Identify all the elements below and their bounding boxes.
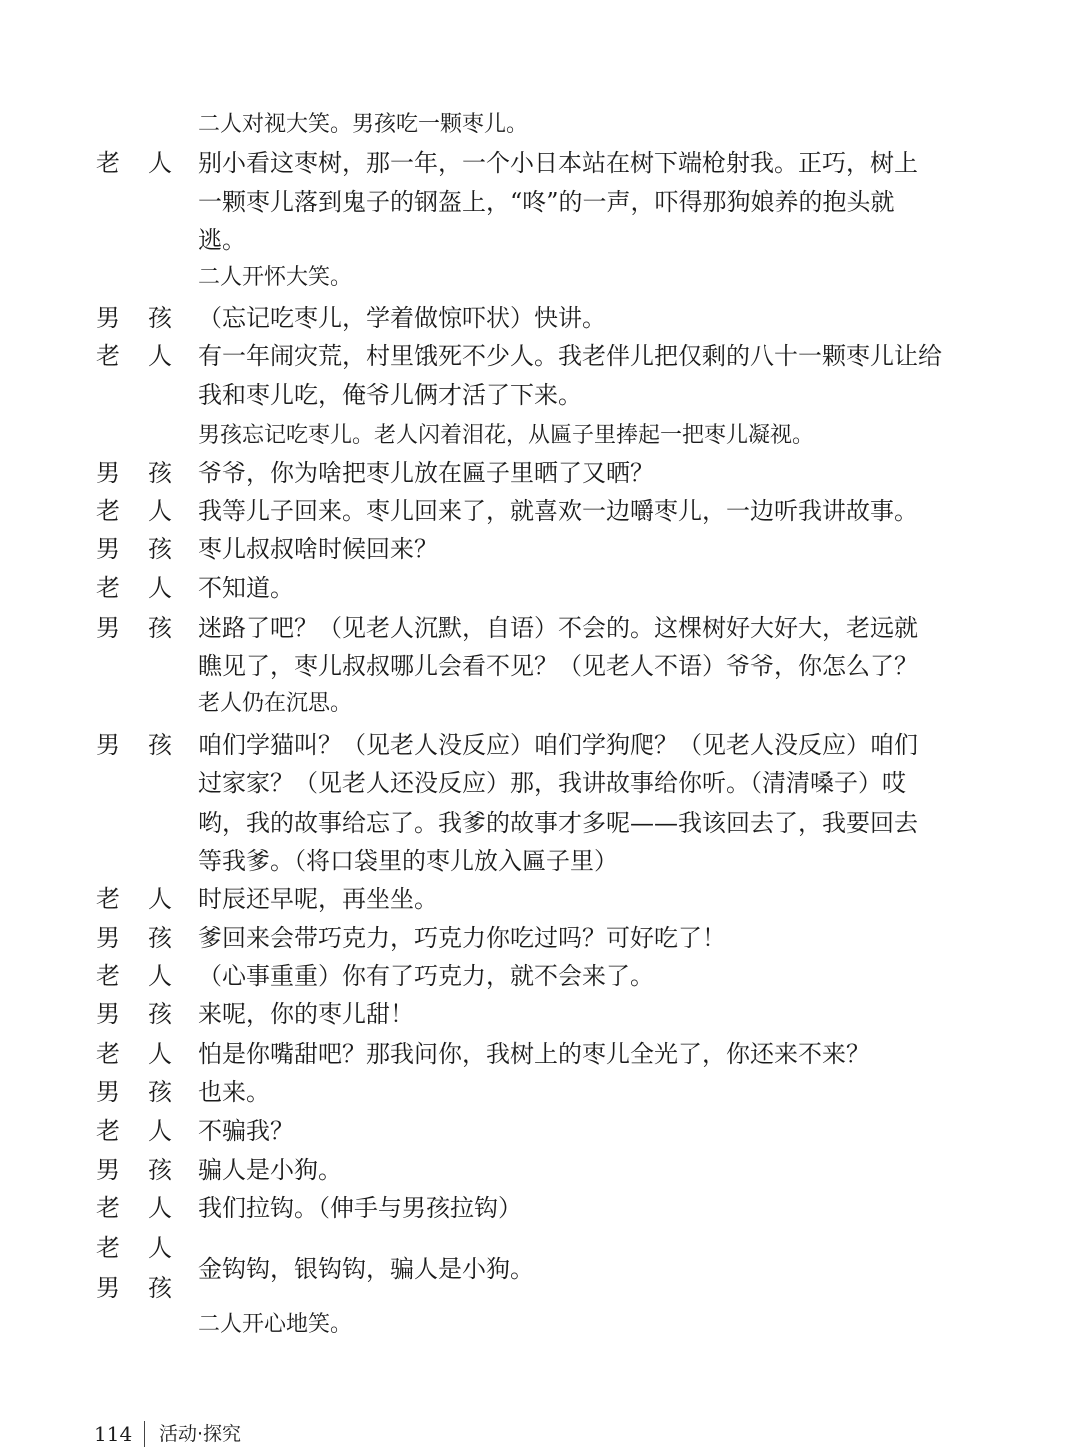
dialogue-line: 瞧见了，枣儿叔叔哪儿会看不见？（见老人不语）爷爷，你怎么了？	[198, 652, 918, 680]
dialogue-line: 一颗枣儿落到鬼子的钢盔上，“咚”的一声，吓得那狗娘养的抱头就	[198, 188, 895, 216]
speaker-char: 男	[96, 924, 120, 952]
speaker-char: 老	[96, 1117, 120, 1145]
speaker-label	[96, 145, 176, 181]
dialogue-line: 爹回来会带巧克力，巧克力你吃过吗？可好吃了！	[198, 924, 726, 952]
section-title: 活动·探究	[159, 1423, 242, 1445]
speaker-char: 男	[96, 1274, 120, 1302]
dialogue-line: 骗人是小狗。	[198, 1156, 342, 1184]
speaker-label	[96, 300, 176, 336]
dialogue-line: 不知道。	[198, 574, 294, 602]
dialogue-line: 咱们学猫叫？（见老人没反应）咱们学狗爬？（见老人没反应）咱们	[198, 731, 918, 759]
speaker-char: 男	[96, 1000, 120, 1028]
speaker-char: 孩	[148, 459, 172, 487]
dialogue-line: 迷路了吧？（见老人沉默，自语）不会的。这棵树好大好大，老远就	[198, 614, 918, 642]
page-footer	[94, 1418, 241, 1450]
speaker-char: 孩	[148, 1274, 172, 1302]
speaker-char: 男	[96, 614, 120, 642]
speaker-char: 人	[148, 342, 172, 370]
speaker-char: 人	[148, 497, 172, 525]
speaker-label	[96, 881, 176, 917]
speaker-char: 男	[96, 459, 120, 487]
speaker-char: 人	[148, 1194, 172, 1222]
dialogue-line: 我和枣儿吃，俺爷儿俩才活了下来。	[198, 381, 582, 409]
dialogue-line: 我们拉钩。（伸手与男孩拉钩）	[198, 1194, 522, 1222]
speaker-label	[96, 570, 176, 606]
speaker-char: 男	[96, 535, 120, 563]
footer-divider	[144, 1421, 145, 1447]
dialogue-line: 时辰还早呢，再坐坐。	[198, 885, 438, 913]
speaker-char: 老	[96, 885, 120, 913]
speaker-char: 老	[96, 1234, 120, 1262]
stage-direction: 二人开怀大笑。	[198, 265, 353, 290]
speaker-label	[96, 996, 176, 1032]
speaker-label	[96, 531, 176, 567]
speaker-label	[96, 455, 176, 491]
speaker-char: 孩	[148, 1156, 172, 1184]
speaker-char: 老	[96, 1194, 120, 1222]
speaker-char: 老	[96, 962, 120, 990]
speaker-char: 人	[148, 574, 172, 602]
page-number: 114	[94, 1422, 133, 1446]
speaker-char: 老	[96, 1040, 120, 1068]
speaker-char: 孩	[148, 1000, 172, 1028]
dialogue-line: 我等儿子回来。枣儿回来了，就喜欢一边嚼枣儿，一边听我讲故事。	[198, 497, 918, 525]
speaker-label	[96, 1113, 176, 1149]
speaker-char: 人	[148, 885, 172, 913]
speaker-char: 孩	[148, 304, 172, 332]
speaker-char: 男	[96, 304, 120, 332]
dialogue-line: 等我爹。（将口袋里的枣儿放入匾子里）	[198, 847, 618, 875]
speaker-char: 孩	[148, 731, 172, 759]
speaker-label	[96, 1074, 176, 1110]
speaker-label	[96, 338, 176, 374]
stage-direction: 二人开心地笑。	[198, 1312, 353, 1337]
speaker-char: 孩	[148, 535, 172, 563]
dialogue-line: 有一年闹灾荒，村里饿死不少人。我老伴儿把仅剩的八十一颗枣儿让给	[198, 342, 942, 370]
dialogue-line: 枣儿叔叔啥时候回来？	[198, 535, 438, 563]
dialogue-line: （心事重重）你有了巧克力，就不会来了。	[198, 962, 654, 990]
speaker-char: 男	[96, 1156, 120, 1184]
speaker-label	[96, 493, 176, 529]
stage-direction: 二人对视大笑。男孩吃一颗枣儿。	[198, 112, 529, 137]
speaker-char: 人	[148, 149, 172, 177]
dialogue-line: （忘记吃枣儿，学着做惊吓状）快讲。	[198, 304, 606, 332]
dialogue-line: 逃。	[198, 226, 246, 254]
stage-direction: 老人仍在沉思。	[198, 691, 353, 716]
speaker-char: 孩	[148, 614, 172, 642]
speaker-char: 孩	[148, 1078, 172, 1106]
speaker-label	[96, 958, 176, 994]
speaker-char: 老	[96, 574, 120, 602]
speaker-char: 人	[148, 1117, 172, 1145]
dialogue-line: 怕是你嘴甜吧？那我问你，我树上的枣儿全光了，你还来不来？	[198, 1040, 870, 1068]
speaker-label	[96, 920, 176, 956]
stage-direction: 男孩忘记吃枣儿。老人闪着泪花，从匾子里捧起一把枣儿凝视。	[198, 423, 815, 448]
dialogue-line: 不骗我？	[198, 1117, 294, 1145]
speaker-label	[96, 1190, 176, 1226]
dialogue-line: 过家家？（见老人还没反应）那，我讲故事给你听。（清清嗓子）哎	[198, 769, 906, 797]
speaker-char: 孩	[148, 924, 172, 952]
dialogue-line: 来呢，你的枣儿甜！	[198, 1000, 414, 1028]
speaker-char: 人	[148, 1234, 172, 1262]
speaker-label	[96, 1036, 176, 1072]
speaker-char: 老	[96, 497, 120, 525]
dialogue-line: 金钩钩，银钩钩，骗人是小狗。	[198, 1255, 534, 1283]
speaker-char: 人	[148, 1040, 172, 1068]
speaker-label	[96, 1270, 176, 1306]
speaker-char: 老	[96, 342, 120, 370]
speaker-label	[96, 1152, 176, 1188]
dialogue-line: 别小看这枣树，那一年，一个小日本站在树下端枪射我。正巧，树上	[198, 149, 918, 177]
speaker-label	[96, 1230, 176, 1266]
dialogue-line: 也来。	[198, 1078, 270, 1106]
dialogue-line: 爷爷，你为啥把枣儿放在匾子里晒了又晒？	[198, 459, 654, 487]
dialogue-line: 哟，我的故事给忘了。我爹的故事才多呢——我该回去了，我要回去	[198, 809, 918, 837]
speaker-char: 人	[148, 962, 172, 990]
speaker-label	[96, 610, 176, 646]
speaker-char: 男	[96, 731, 120, 759]
speaker-char: 男	[96, 1078, 120, 1106]
speaker-char: 老	[96, 149, 120, 177]
speaker-label	[96, 727, 176, 763]
